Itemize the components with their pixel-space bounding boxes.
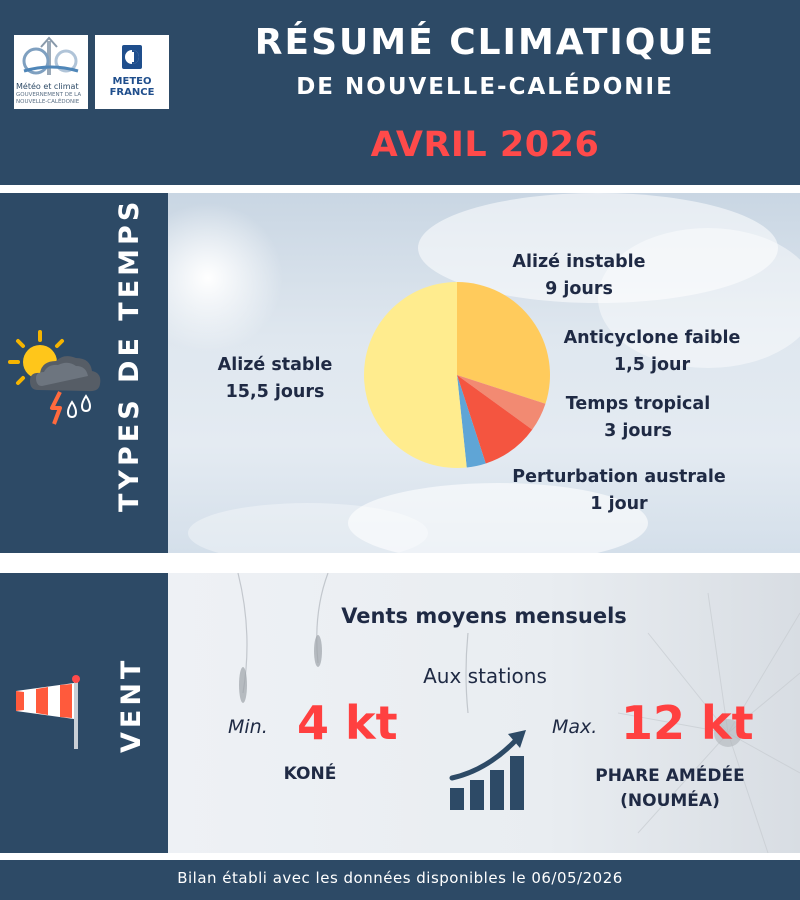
label-alize-stable-value: 15,5 jours	[225, 382, 325, 402]
label-anticyclone-faible	[552, 325, 752, 379]
label-perturbation-australe-name: Perturbation australe	[512, 467, 726, 487]
wind-sidebar	[0, 573, 168, 853]
label-temps-tropical-value: 3 jours	[604, 421, 672, 441]
label-alize-instable-name: Alizé instable	[512, 252, 646, 272]
gov-logo	[14, 35, 88, 109]
wind-label: VENT	[116, 656, 147, 753]
label-alize-stable-name: Alizé stable	[217, 355, 333, 375]
weather-types-panel	[168, 193, 800, 553]
meteo-france-logo	[95, 35, 169, 109]
gov-logo-line2: GOUVERNEMENT DE LA NOUVELLE-CALÉDONIE	[16, 92, 82, 105]
label-temps-tropical	[553, 391, 723, 445]
sun-cloud-storm-icon	[8, 328, 103, 433]
page-subtitle: DE NOUVELLE-CALÉDONIE	[296, 74, 674, 100]
wind-min-label: Min.	[228, 716, 268, 738]
report-month: AVRIL 2026	[370, 125, 600, 165]
weather-types-label: TYPES DE TEMPS	[114, 197, 145, 512]
label-perturbation-australe-value: 1 jour	[590, 494, 648, 514]
label-anticyclone-faible-name: Anticyclone faible	[563, 328, 741, 348]
wind-max-label: Max.	[552, 716, 598, 738]
label-temps-tropical-name: Temps tropical	[565, 394, 711, 414]
wind-min-station: KONÉ	[283, 764, 337, 784]
label-alize-instable-value: 9 jours	[545, 279, 613, 299]
footer-text: Bilan établi avec les données disponibles le 06/05/2026	[177, 869, 623, 887]
growth-chart-icon	[448, 726, 532, 812]
label-perturbation-australe	[504, 464, 734, 518]
wind-title: Vents moyens mensuels	[341, 604, 627, 628]
wind-max-station	[570, 764, 770, 814]
label-alize-stable	[210, 352, 340, 406]
wind-max-value: 12 kt	[621, 696, 754, 750]
wind-min-value: 4 kt	[297, 696, 398, 750]
meteo-france-logo-text: METEO FRANCE	[109, 76, 155, 98]
label-alize-instable	[509, 249, 649, 303]
label-anticyclone-faible-value: 1,5 jour	[613, 355, 691, 375]
page-title: RÉSUMÉ CLIMATIQUE	[254, 22, 716, 63]
wind-max-station-line1: PHARE AMÉDÉE	[595, 766, 745, 786]
windsock-icon	[10, 673, 90, 753]
gov-emblem-icon	[14, 35, 88, 81]
wind-subtitle: Aux stations	[423, 664, 547, 688]
pie-slice-alize-stable	[364, 282, 467, 468]
weather-types-sidebar	[0, 193, 168, 553]
wind-max-station-line2: (NOUMÉA)	[620, 791, 720, 811]
gov-logo-line1: Météo et climat	[16, 82, 79, 91]
meteo-france-emblem-icon	[95, 35, 169, 75]
